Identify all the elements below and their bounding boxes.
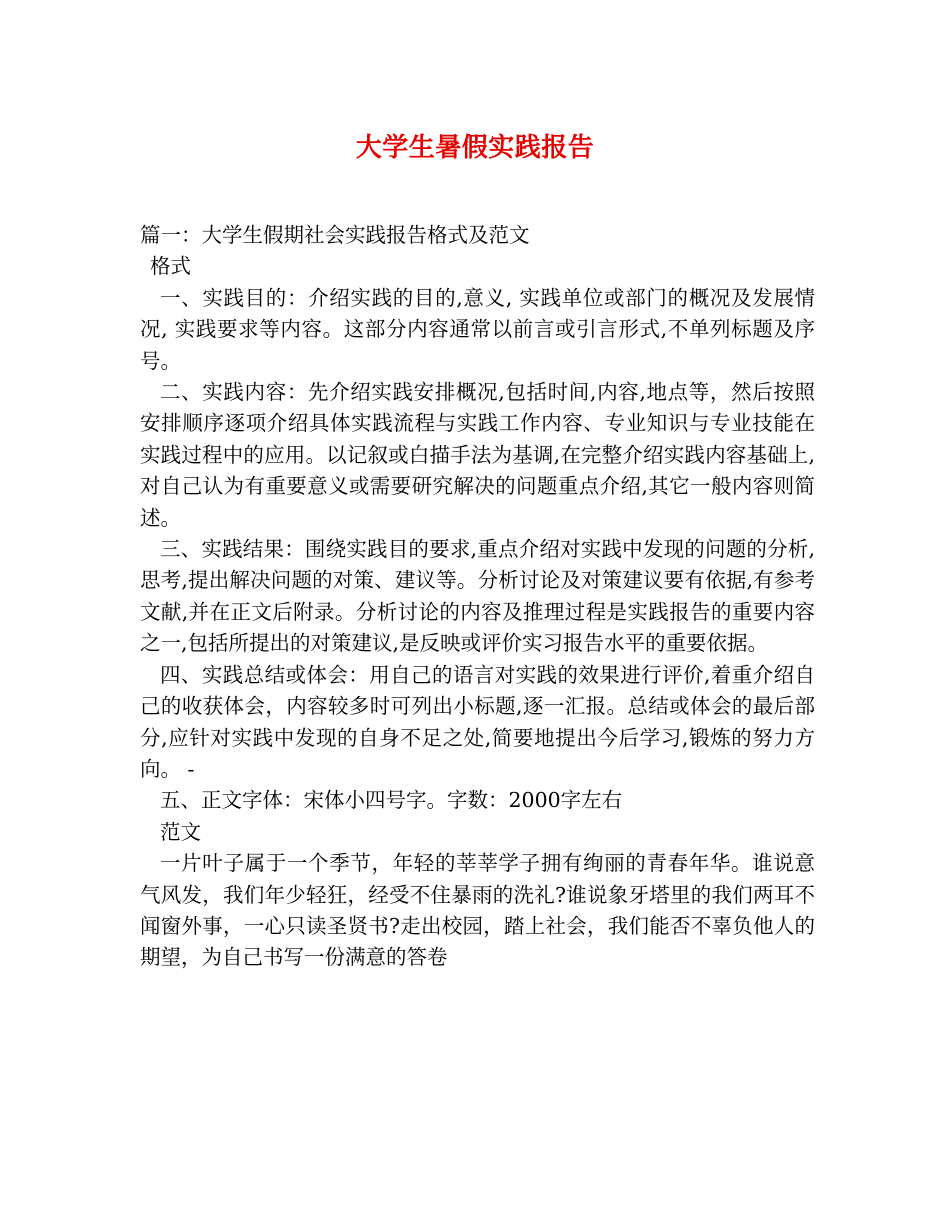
format-item-result: 三、实践结果：围绕实践目的要求,重点介绍对实践中发现的问题的分析,思考,提出解决问题的对策、建议等。分析讨论及对策建议要有依据,有参考文献,并在正文后附录。分析讨论的内容及推理过程是实践报告的重要内容之一,包括所提出的对策建议,是反映或评价实习报告水平的重要依据。 xyxy=(140,537,815,656)
format-item-font: 五、正文字体：宋体小四号字。字数：2000字左右 xyxy=(160,788,623,813)
sample-paragraph: 一片叶子属于一个季节，年轻的莘莘学子拥有绚丽的青春年华。谁说意气风发，我们年少轻狂，经受不住暴雨的洗礼?谁说象牙塔里的我们两耳不闻窗外事，一心只读圣贤书?走出校园，踏上社会，我们能否不辜负他人的期望，为自己书写一份满意的答卷 xyxy=(140,851,815,970)
format-label: 格式 xyxy=(150,254,191,279)
section-heading-paragraph: 篇一：大学生假期社会实践报告格式及范文 xyxy=(140,223,530,247)
document-body xyxy=(140,220,815,974)
sample-label: 范文 xyxy=(160,819,201,844)
format-item-content: 二、实践内容：先介绍实践安排概况,包括时间,内容,地点等，然后按照安排顺序逐项介绍具体实践流程与实践工作内容、专业知识与专业技能在实践过程中的应用。以记叙或白描手法为基调,在完整介绍实践内容基础上,对自己认为有重要意义或需要研究解决的问题重点介绍,其它一般内容则简述。 xyxy=(140,380,815,530)
document-title: 大学生暑假实践报告 xyxy=(355,133,595,163)
format-item-purpose: 一、实践目的：介绍实践的目的,意义, 实践单位或部门的概况及发展情况, 实践要求等内容。这部分内容通常以前言或引言形式,不单列标题及序号。 xyxy=(140,285,815,373)
format-item-summary: 四、实践总结或体会：用自己的语言对实践的效果进行评价,着重介绍自己的收获体会，内容较多时可列出小标题,逐一汇报。总结或体会的最后部分,应针对实践中发现的自身不足之处,简要地提出今后学习,锻炼的努力方向。 - xyxy=(140,662,815,781)
